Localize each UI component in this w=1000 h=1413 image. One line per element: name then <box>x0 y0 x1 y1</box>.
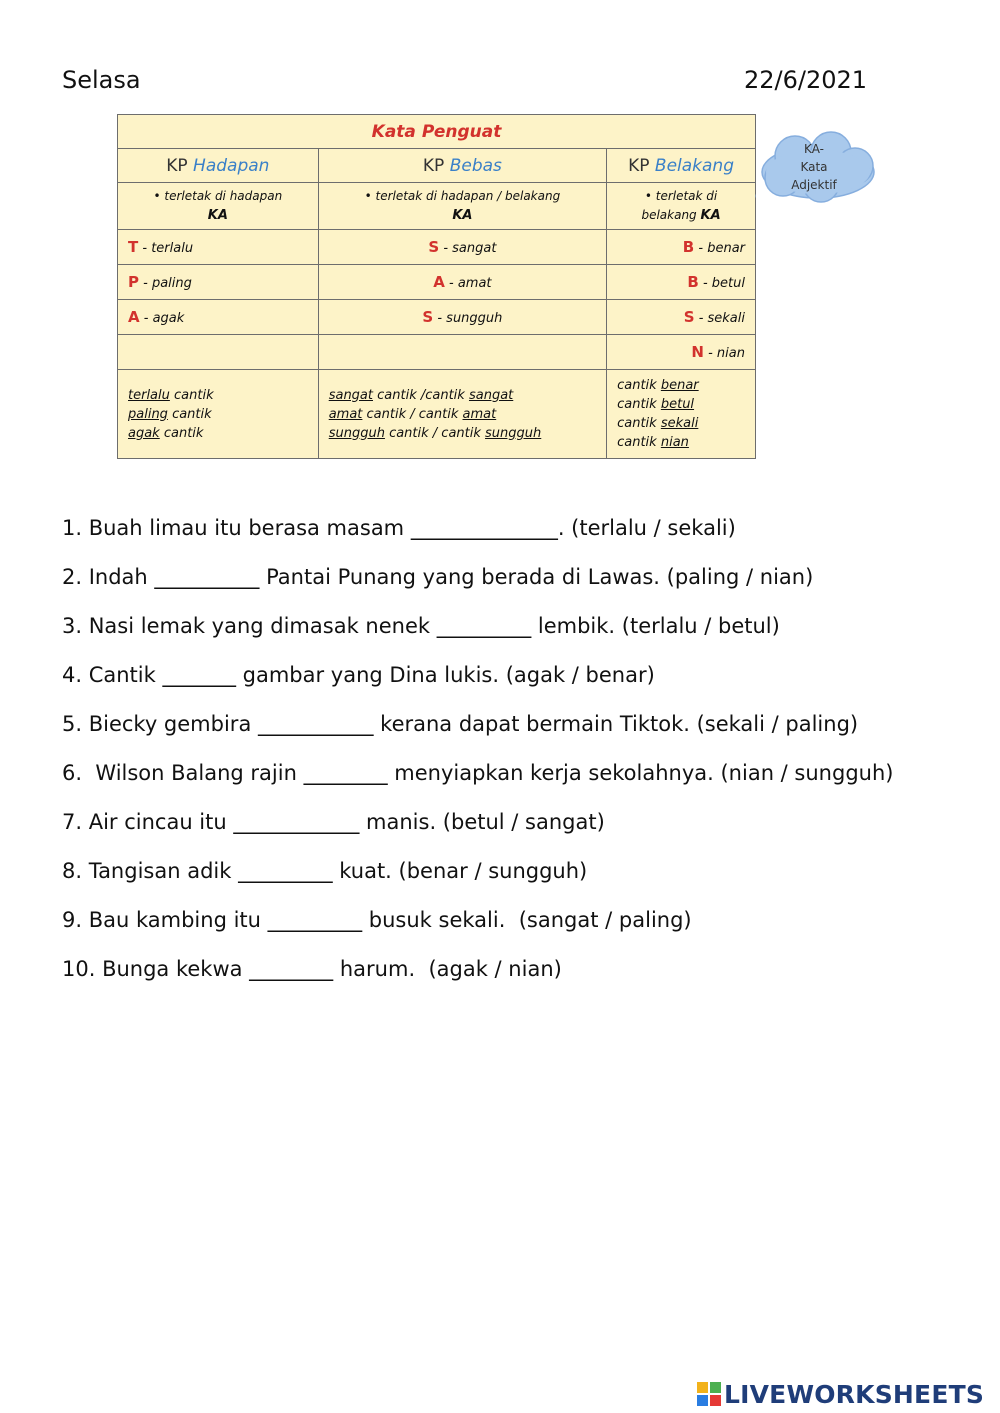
table-row: P - paling A - amat B - betul <box>118 265 756 300</box>
question-5: 5. Biecky gembira ___________ kerana dapat bermain Tiktok. (sekali / paling) <box>62 712 859 736</box>
cloud-label: KA- Kata Adjektif <box>791 142 837 192</box>
liveworksheets-logo-text: LIVEWORKSHEETS <box>724 1379 985 1409</box>
table-row: A - agak S - sungguh S - sekali <box>118 300 756 335</box>
position-hadapan: • terletak di hadapan KA <box>118 183 319 230</box>
question-7: 7. Air cincau itu ____________ manis. (betul / sangat) <box>62 810 605 834</box>
column-headers <box>118 149 756 183</box>
examples-hadapan: terlalu cantik paling cantik agak cantik <box>118 370 319 459</box>
question-8: 8. Tangisan adik _________ kuat. (benar / sungguh) <box>62 859 588 883</box>
liveworksheets-logo-icon <box>697 1382 721 1406</box>
question-3: 3. Nasi lemak yang dimasak nenek _________ lembik. (terlalu / betul) <box>62 614 780 638</box>
day-label: Selasa <box>62 66 141 94</box>
liveworksheets-logo <box>697 1378 984 1410</box>
table-row: N - nian <box>118 335 756 370</box>
table-title: Kata Penguat <box>118 115 756 149</box>
position-belakang: • terletak di belakang KA <box>607 183 756 230</box>
position-row <box>118 183 756 230</box>
kata-penguat-table <box>117 114 756 459</box>
col-header-bebas: KP Bebas <box>318 149 606 183</box>
question-2: 2. Indah __________ Pantai Punang yang berada di Lawas. (paling / nian) <box>62 565 814 589</box>
col-header-belakang: KP Belakang <box>607 149 756 183</box>
examples-belakang: cantik benar cantik betul cantik sekali cantik nian <box>607 370 756 459</box>
question-9: 9. Bau kambing itu _________ busuk sekali. (sangat / paling) <box>62 908 692 932</box>
date-label: 22/6/2021 <box>744 66 868 94</box>
position-bebas: • terletak di hadapan / belakang KA <box>318 183 606 230</box>
examples-row <box>118 370 756 459</box>
question-4: 4. Cantik _______ gambar yang Dina lukis. (agak / benar) <box>62 663 655 687</box>
col-header-hadapan: KP Hadapan <box>118 149 319 183</box>
table-row: T - terlalu S - sangat B - benar <box>118 230 756 265</box>
examples-bebas: sangat cantik /cantik sangat amat cantik / cantik amat sungguh cantik / cantik sungguh <box>318 370 606 459</box>
question-10: 10. Bunga kekwa ________ harum. (agak / nian) <box>62 957 562 981</box>
question-1: 1. Buah limau itu berasa masam ______________. (terlalu / sekali) <box>62 516 736 540</box>
question-6: 6. Wilson Balang rajin ________ menyiapkan kerja sekolahnya. (nian / sungguh) <box>62 761 894 785</box>
